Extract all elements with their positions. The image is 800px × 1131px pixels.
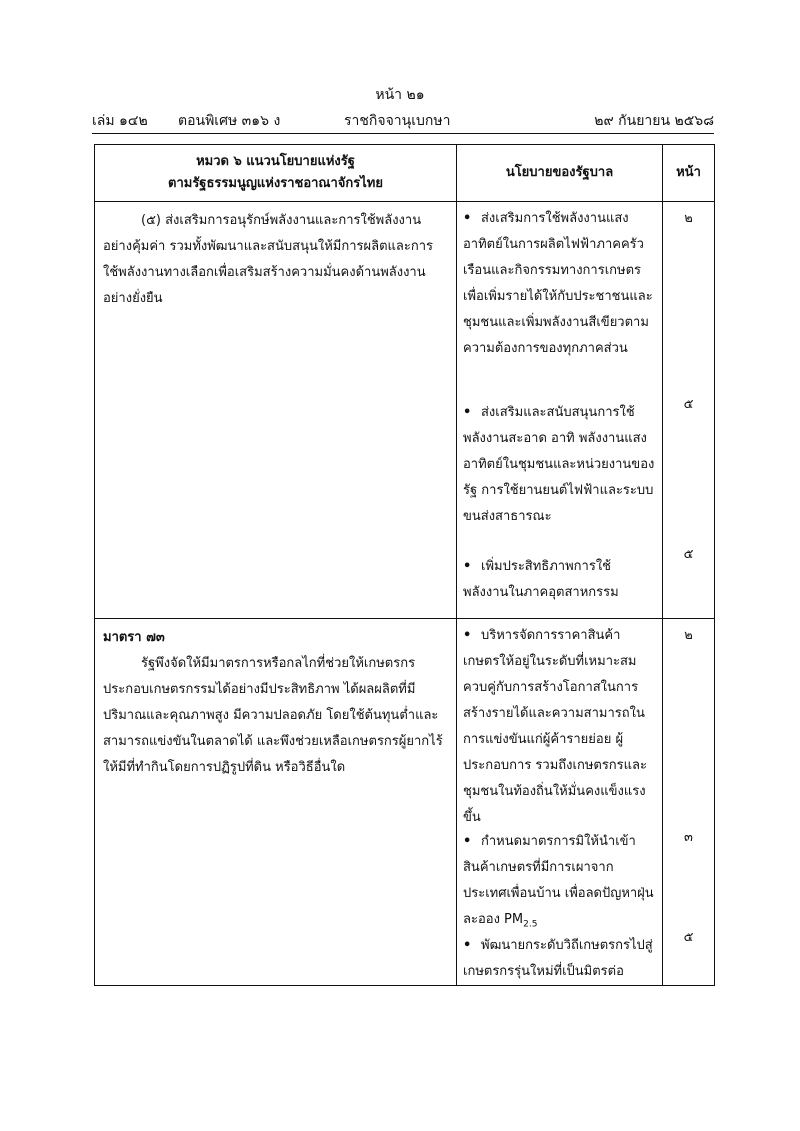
page-ref: ๕ [683, 397, 694, 412]
policy-text: ส่งเสริมและสนับสนุนการใช้พลังงานสะอาด อาทิ พลังงานแสงอาทิตย์ในชุมชนและหน่วยงานของรัฐ การใช้ยานยนต์ไฟฟ้าและระบบขนส่งสาธารณะ [463, 405, 655, 524]
bullet-icon: • [463, 559, 472, 574]
page-ref: ๒ [684, 628, 693, 643]
gazette-date: ๒๙ กันยายน ๒๕๖๘ [594, 113, 714, 129]
page-ref: ๒ [684, 211, 693, 226]
pm-subscript: 2.5 [523, 919, 538, 930]
section-label: มาตรา ๗๓ [103, 630, 165, 645]
header-chapter [95, 145, 457, 202]
policy-text: พัฒนายกระดับวิถีเกษตรกรไปสู่เกษตรกรรุ่นใหม่ที่เป็นมิตรต่อ [463, 938, 653, 979]
policy-text: ส่งเสริมการใช้พลังงานแสงอาทิตย์ในการผลิตไฟฟ้าภาคครัวเรือนและกิจกรรมทางการเกษตร เพื่อเพิ่มรายได้ให้กับประชาชนและชุมชนและเพิ่มพลังงานสีเขียวตามความต้องการของทุกภาคส่วน [463, 211, 653, 356]
policy-item [457, 929, 662, 985]
page-number: หน้า ๒๑ [375, 87, 425, 103]
page-cell [663, 619, 715, 986]
header-divider [92, 133, 714, 134]
section-text: (๕) ส่งเสริมการอนุรักษ์พลังงานและการใช้พลังงานอย่างคุ้มค่า รวมทั้งพัฒนาและสนับสนุนให้มีการผลิตและการใช้พลังงานทางเลือกเพื่อเสริมสร้างความมั่นคงด้านพลังงานอย่างยั่งยืน [103, 213, 433, 306]
bullet-icon: • [463, 834, 472, 849]
policy-text: บริหารจัดการราคาสินค้าเกษตรให้อยู่ในระดับที่เหมาะสมควบคู่กับการสร้างโอกาสในการสร้างรายได้และความสามารถในการแข่งขันแก่ผู้ค้ารายย่อย ผู้ประกอบการ รวมถึงเกษตรกรและชุมชนในท้องถิ่นให้มั่นคงแข็งแรงขึ้น [463, 628, 647, 825]
header-policy: นโยบายของรัฐบาล [457, 145, 663, 202]
page-ref: ๕ [683, 930, 694, 945]
policy-item [457, 619, 662, 825]
policy-table [94, 144, 715, 986]
bullet-icon: • [463, 405, 472, 420]
gazette-publication: ราชกิจจานุเบกษา [344, 113, 451, 129]
policy-text: กำหนดมาตรการมิให้นำเข้าสินค้าเกษตรที่มีการเผาจากประเทศเพื่อนบ้าน เพื่อลดปัญหาฝุ่นละออง PM [463, 834, 654, 927]
bullet-icon: • [463, 628, 472, 643]
policy-item [457, 550, 662, 606]
gazette-issue: ตอนพิเศษ ๓๑๖ ง [178, 113, 281, 129]
bullet-icon: • [463, 938, 472, 953]
policy-text: เพิ่มประสิทธิภาพการใช้พลังงานในภาคอุตสาหกรรม [463, 559, 619, 600]
page-cell [663, 202, 715, 619]
policy-item [457, 202, 662, 396]
table-row [95, 619, 715, 986]
table-header-row [95, 145, 715, 202]
section-cell [95, 202, 457, 619]
policy-item [457, 825, 662, 929]
bullet-icon: • [463, 211, 472, 226]
policy-cell [457, 202, 663, 619]
gazette-volume: เล่ม ๑๔๒ [92, 113, 148, 129]
page-ref: ๕ [683, 547, 694, 562]
page-ref: ๓ [684, 830, 693, 845]
gazette-header [92, 110, 714, 132]
section-cell [95, 619, 457, 986]
section-text: รัฐพึงจัดให้มีมาตรการหรือกลไกที่ช่วยให้เกษตรกรประกอบเกษตรกรรมได้อย่างมีประสิทธิภาพ ได้ผลผลิตที่มีปริมาณและคุณภาพสูง มีความปลอดภัย โดยใช้ต้นทุนต่ำและสามารถแข่งขันในตลาดได้ และพึงช่วยเหลือเกษตรกรผู้ยากไร้ให้มีที่ทำกินโดยการปฏิรูปที่ดิน หรือวิธีอื่นใด [103, 656, 443, 775]
header-page: หน้า [663, 145, 715, 202]
table-row [95, 202, 715, 619]
header-chapter-line2: ตามรัฐธรรมนูญแห่งราชอาณาจักรไทย [168, 176, 383, 191]
policy-item [457, 396, 662, 550]
policy-cell [457, 619, 663, 986]
header-chapter-line1: หมวด ๖ แนวนโยบายแห่งรัฐ [196, 154, 355, 169]
